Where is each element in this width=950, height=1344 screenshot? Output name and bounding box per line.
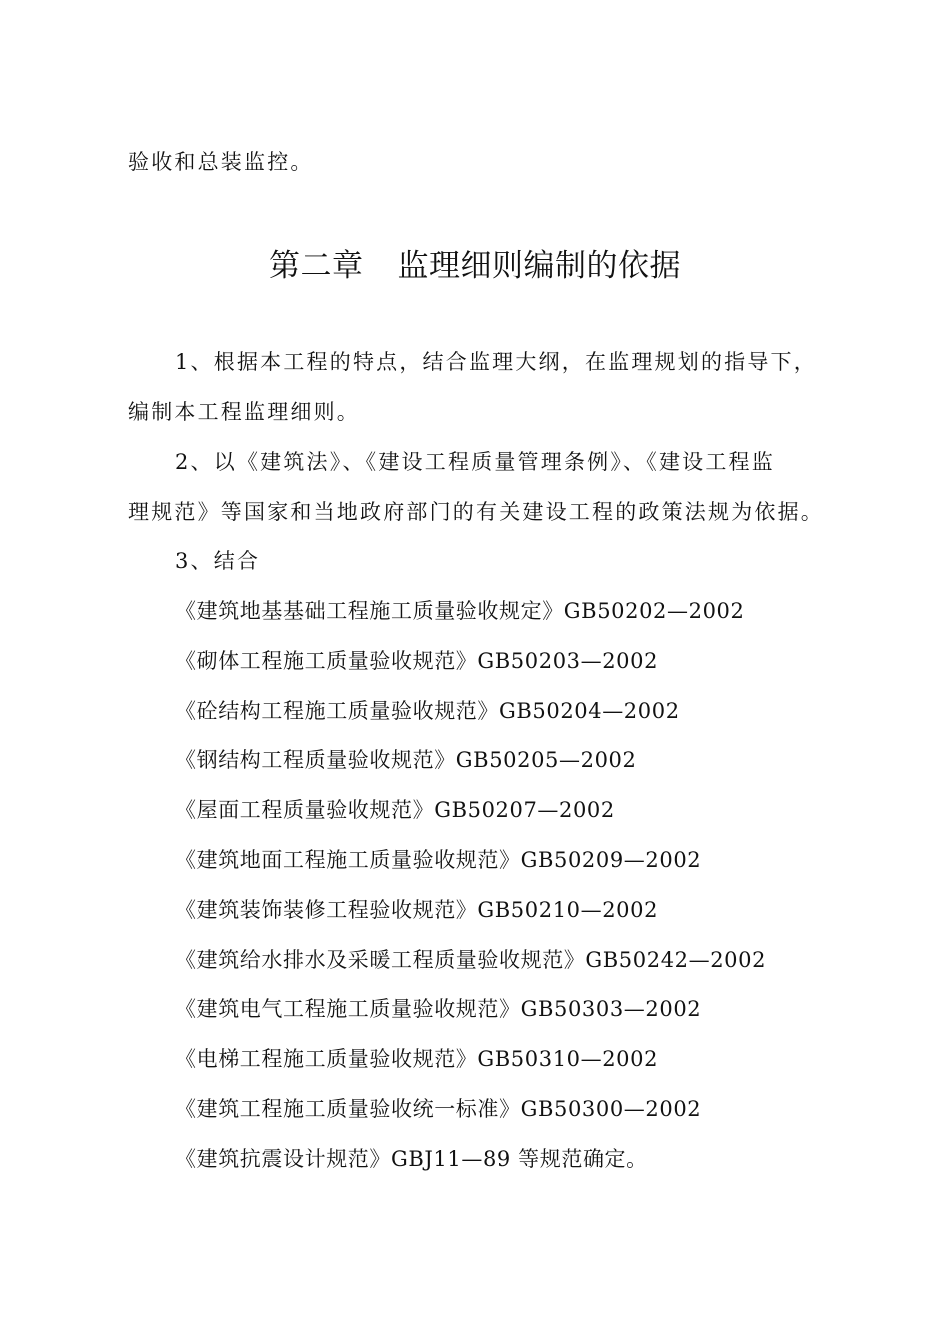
reference-item: 《建筑地面工程施工质量验收规范》GB50209—2002 xyxy=(175,848,702,872)
item-3-label: 3、结合 xyxy=(175,549,261,573)
continuation-text: 验收和总装监控。 xyxy=(128,150,314,174)
reference-item: 《钢结构工程质量验收规范》GB50205—2002 xyxy=(175,748,637,772)
chapter-heading xyxy=(0,246,950,286)
reference-item: 《建筑工程施工质量验收统一标准》GB50300—2002 xyxy=(175,1097,702,1121)
reference-item: 《建筑给水排水及采暖工程质量验收规范》GB50242—2002 xyxy=(175,948,767,972)
paragraph-2-line-2: 理规范》等国家和当地政府部门的有关建设工程的政策法规为依据。 xyxy=(128,500,824,524)
reference-item: 《建筑抗震设计规范》GBJ11—89 等规范确定。 xyxy=(175,1147,648,1171)
reference-item: 《建筑电气工程施工质量验收规范》GB50303—2002 xyxy=(175,997,702,1021)
paragraph-1-line-1: 1、根据本工程的特点，结合监理大纲，在监理规划的指导下， xyxy=(175,350,817,374)
reference-item: 《建筑地基基础工程施工质量验收规定》GB50202—2002 xyxy=(175,599,745,623)
reference-item: 《建筑装饰装修工程验收规范》GB50210—2002 xyxy=(175,898,659,922)
chapter-title: 监理细则编制的依据 xyxy=(397,248,681,284)
reference-item: 《砼结构工程施工质量验收规范》GB50204—2002 xyxy=(175,699,680,723)
reference-item: 《屋面工程质量验收规范》GB50207—2002 xyxy=(175,798,615,822)
paragraph-1-line-2: 编制本工程监理细则。 xyxy=(128,400,360,424)
reference-item: 《电梯工程施工质量验收规范》GB50310—2002 xyxy=(175,1047,659,1071)
paragraph-2-line-1: 2、以《建筑法》、《建设工程质量管理条例》、《建设工程监 xyxy=(175,450,775,474)
reference-item: 《砌体工程施工质量验收规范》GB50203—2002 xyxy=(175,649,659,673)
chapter-number: 第二章 xyxy=(269,248,364,284)
